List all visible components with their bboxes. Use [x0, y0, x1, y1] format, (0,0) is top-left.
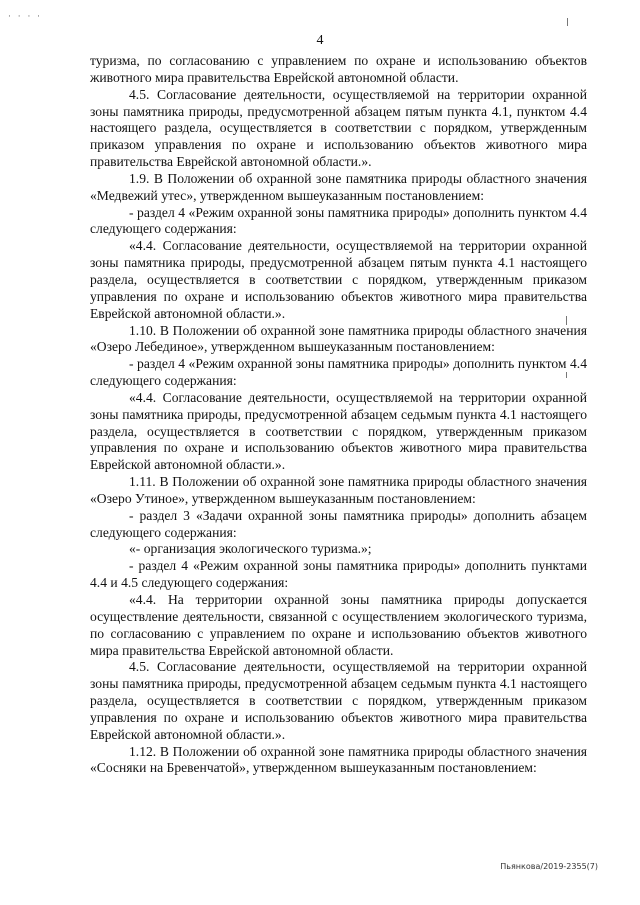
- paragraph: 4.5. Согласование деятельности, осуществляемой на территории охранной зоны памятника природы, предусмотренной абзацем седьмым пункта 4.1 настоящего раздела, осуществляется в соответствии с порядком, утвержденным приказом управления по охране и использованию объектов животного мира правительства Еврейской автономной области.».: [90, 659, 587, 742]
- paragraph: «4.4. Согласование деятельности, осуществляемой на территории охранной зоны памятника природы, предусмотренной абзацем седьмым пункта 4.1 настоящего раздела, осуществляется в соответствии с порядком, утвержденным приказом управления по охране и использованию объектов животного мира правительства Еврейской автономной области.».: [90, 389, 587, 473]
- paragraph: - раздел 4 «Режим охранной зоны памятника природы» дополнить пунктом 4.4 следующего содержания:: [90, 356, 587, 389]
- paragraph: «4.4. Согласование деятельности, осуществляемой на территории охранной зоны памятника природы, предусмотренной абзацем пятым пункта 4.1 настоящего раздела, осуществляется в соответствии с порядком, утвержденным приказом управления по охране и использованию объектов животного мира правительства Еврейской автономной области.».: [90, 238, 587, 321]
- paragraph: «- организация экологического туризма.»;: [129, 541, 372, 557]
- scan-artifact-marks: · · · ·: [8, 12, 43, 22]
- paragraph: - раздел 3 «Задачи охранной зоны памятника природы» дополнить абзацем следующего содержания:: [90, 507, 587, 540]
- margin-mark: [567, 18, 568, 26]
- paragraph: 1.11. В Положении об охранной зоне памятника природы областного значения «Озеро Утиное», утвержденном вышеуказанным постановлением:: [90, 474, 587, 506]
- paragraph: «4.4. На территории охранной зоны памятника природы допускается осуществление деятельности, связанной с осуществлением экологического туризма, по согласованию с управлением по охране и использованию объектов животного мира правительства Еврейской автономной области.: [90, 592, 587, 658]
- paragraph: 1.12. В Положении об охранной зоне памятника природы областного значения «Сосняки на Бревенчатой», утвержденном вышеуказанным постановлением:: [90, 743, 587, 776]
- paragraph: туризма, по согласованию с управлением по охране и использованию объектов животного мира правительства Еврейской автономной области.: [90, 53, 587, 85]
- paragraph: 1.9. В Положении об охранной зоне памятника природы областного значения «Медвежий утес», утвержденном вышеуказанным постановлением:: [90, 170, 587, 203]
- paragraph: - раздел 4 «Режим охранной зоны памятника природы» дополнить пунктом 4.4 следующего содержания:: [90, 204, 587, 237]
- paragraph: - раздел 4 «Режим охранной зоны памятника природы» дополнить пунктами 4.4 и 4.5 следующего содержания:: [90, 558, 587, 591]
- page-number: 4: [316, 33, 324, 48]
- paragraph: 1.10. В Положении об охранной зоне памятника природы областного значения «Озеро Лебединое», утвержденном вышеуказанным постановлением:: [90, 322, 587, 355]
- paragraph: 4.5. Согласование деятельности, осуществляемой на территории охранной зоны памятника природы, предусмотренной абзацем пятым пункта 4.1, пунктом 4.4 настоящего раздела, осуществляется в соответствии с порядком, утвержденным приказом управления по охране и использованию объектов животного мира правительства Еврейской автономной области.».: [90, 86, 587, 170]
- body-text: [90, 53, 587, 777]
- document-footer-code: Пьянкова/2019-2355(7): [500, 862, 598, 871]
